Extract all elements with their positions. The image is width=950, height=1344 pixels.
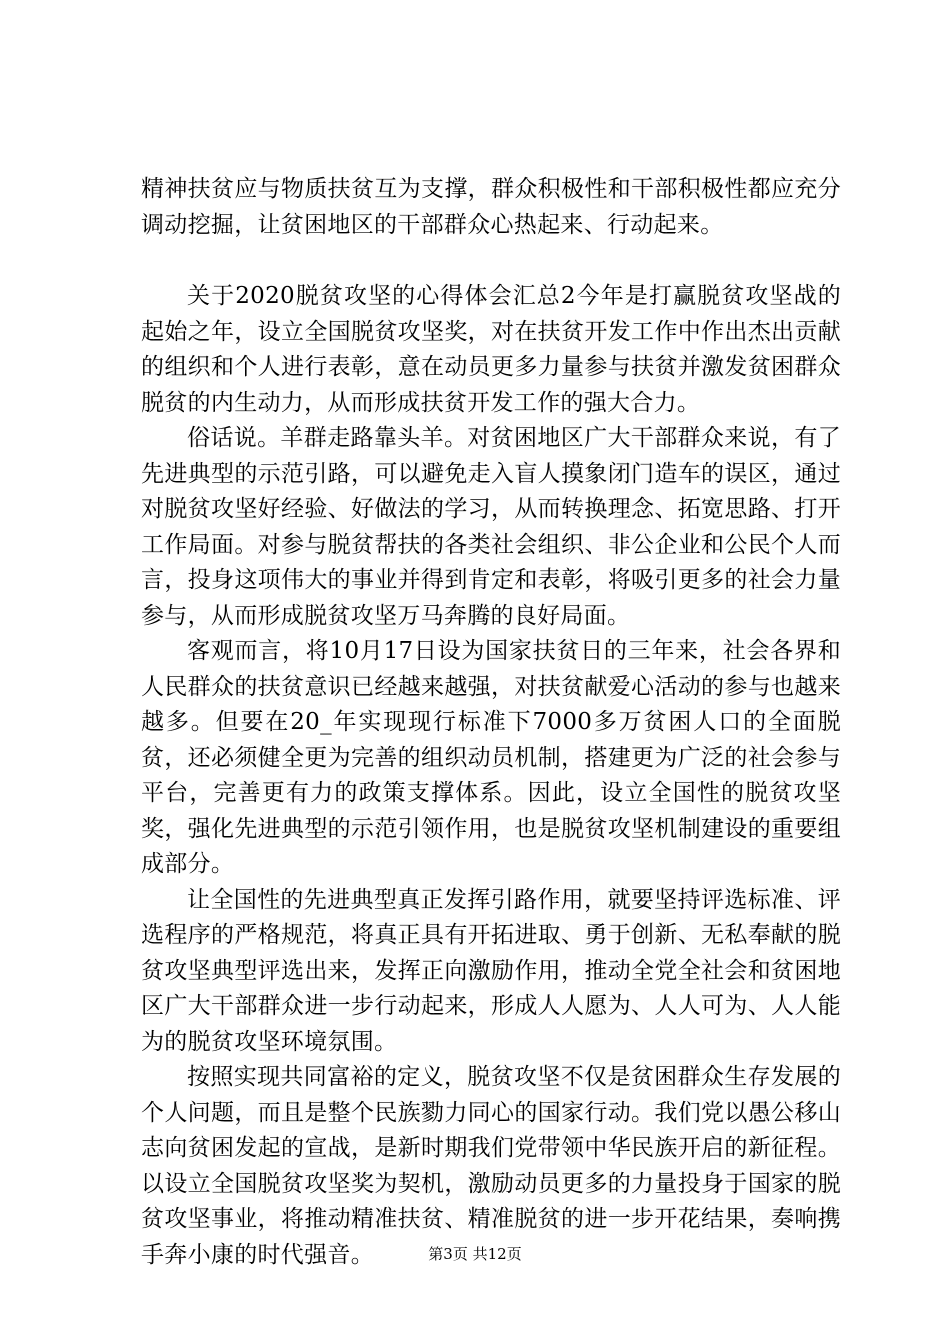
paragraph-continuation: 精神扶贫应与物质扶贫互为支撑，群众积极性和干部积极性都应充分调动挖掘，让贫困地区的干部群众心热起来、行动起来。 — [141, 176, 841, 238]
paragraph-proverb: 俗话说。羊群走路靠头羊。对贫困地区广大干部群众来说，有了先进典型的示范引路，可以避免走入盲人摸象闭门造车的误区，通过对脱贫攻坚好经验、好做法的学习，从而转换理念、拓宽思路、打开工作局面。对参与脱贫帮扶的各类社会组织、非公企业和公民个人而言，投身这项伟大的事业并得到肯定和表彰，将吸引更多的社会力量参与，从而形成脱贫攻坚万马奔腾的良好局面。 — [141, 425, 841, 629]
paragraph-poverty-day: 客观而言，将10月17日设为国家扶贫日的三年来，社会各界和人民群众的扶贫意识已经越来越强，对扶贫献爱心活动的参与也越来越多。但要在20_年实现现行标准下7000多万贫困人口的全面脱贫，还必须健全更为完善的组织动员机制，搭建更为广泛的社会参与平台，完善更有力的政策支撑体系。因此，设立全国性的脱贫攻坚奖，强化先进典型的示范引领作用，也是脱贫攻坚机制建设的重要组成部分。 — [141, 638, 841, 877]
paragraph-prosperity: 按照实现共同富裕的定义，脱贫攻坚不仅是贫困群众生存发展的个人问题，而且是整个民族勠力同心的国家行动。我们党以愚公移山志向贫困发起的宣战，是新时期我们党带领中华民族开启的新征程。以设立全国脱贫攻坚奖为契机，激励动员更多的力量投身于国家的脱贫攻坚事业，将推动精准扶贫、精准脱贫的进一步开花结果，奏响携手奔小康的时代强音。 — [141, 1064, 841, 1268]
paragraph-selection: 让全国性的先进典型真正发挥引路作用，就要坚持评选标准、评选程序的严格规范，将真正具有开拓进取、勇于创新、无私奉献的脱贫攻坚典型评选出来，发挥正向激励作用，推动全党全社会和贫困地区广大干部群众进一步行动起来，形成人人愿为、人人可为、人人能为的脱贫攻坚环境氛围。 — [141, 886, 841, 1055]
document-body — [141, 172, 841, 1273]
page-number-footer: 第3页 共12页 — [428, 1245, 522, 1263]
paragraph-gap — [141, 243, 841, 279]
paragraph-intro: 关于2020脱贫攻坚的心得体会汇总2今年是打赢脱贫攻坚战的起始之年，设立全国脱贫攻坚奖，对在扶贫开发工作中作出杰出贡献的组织和个人进行表彰，意在动员更多力量参与扶贫并激发贫困群众脱贫的内生动力，从而形成扶贫开发工作的强大合力。 — [141, 283, 841, 416]
